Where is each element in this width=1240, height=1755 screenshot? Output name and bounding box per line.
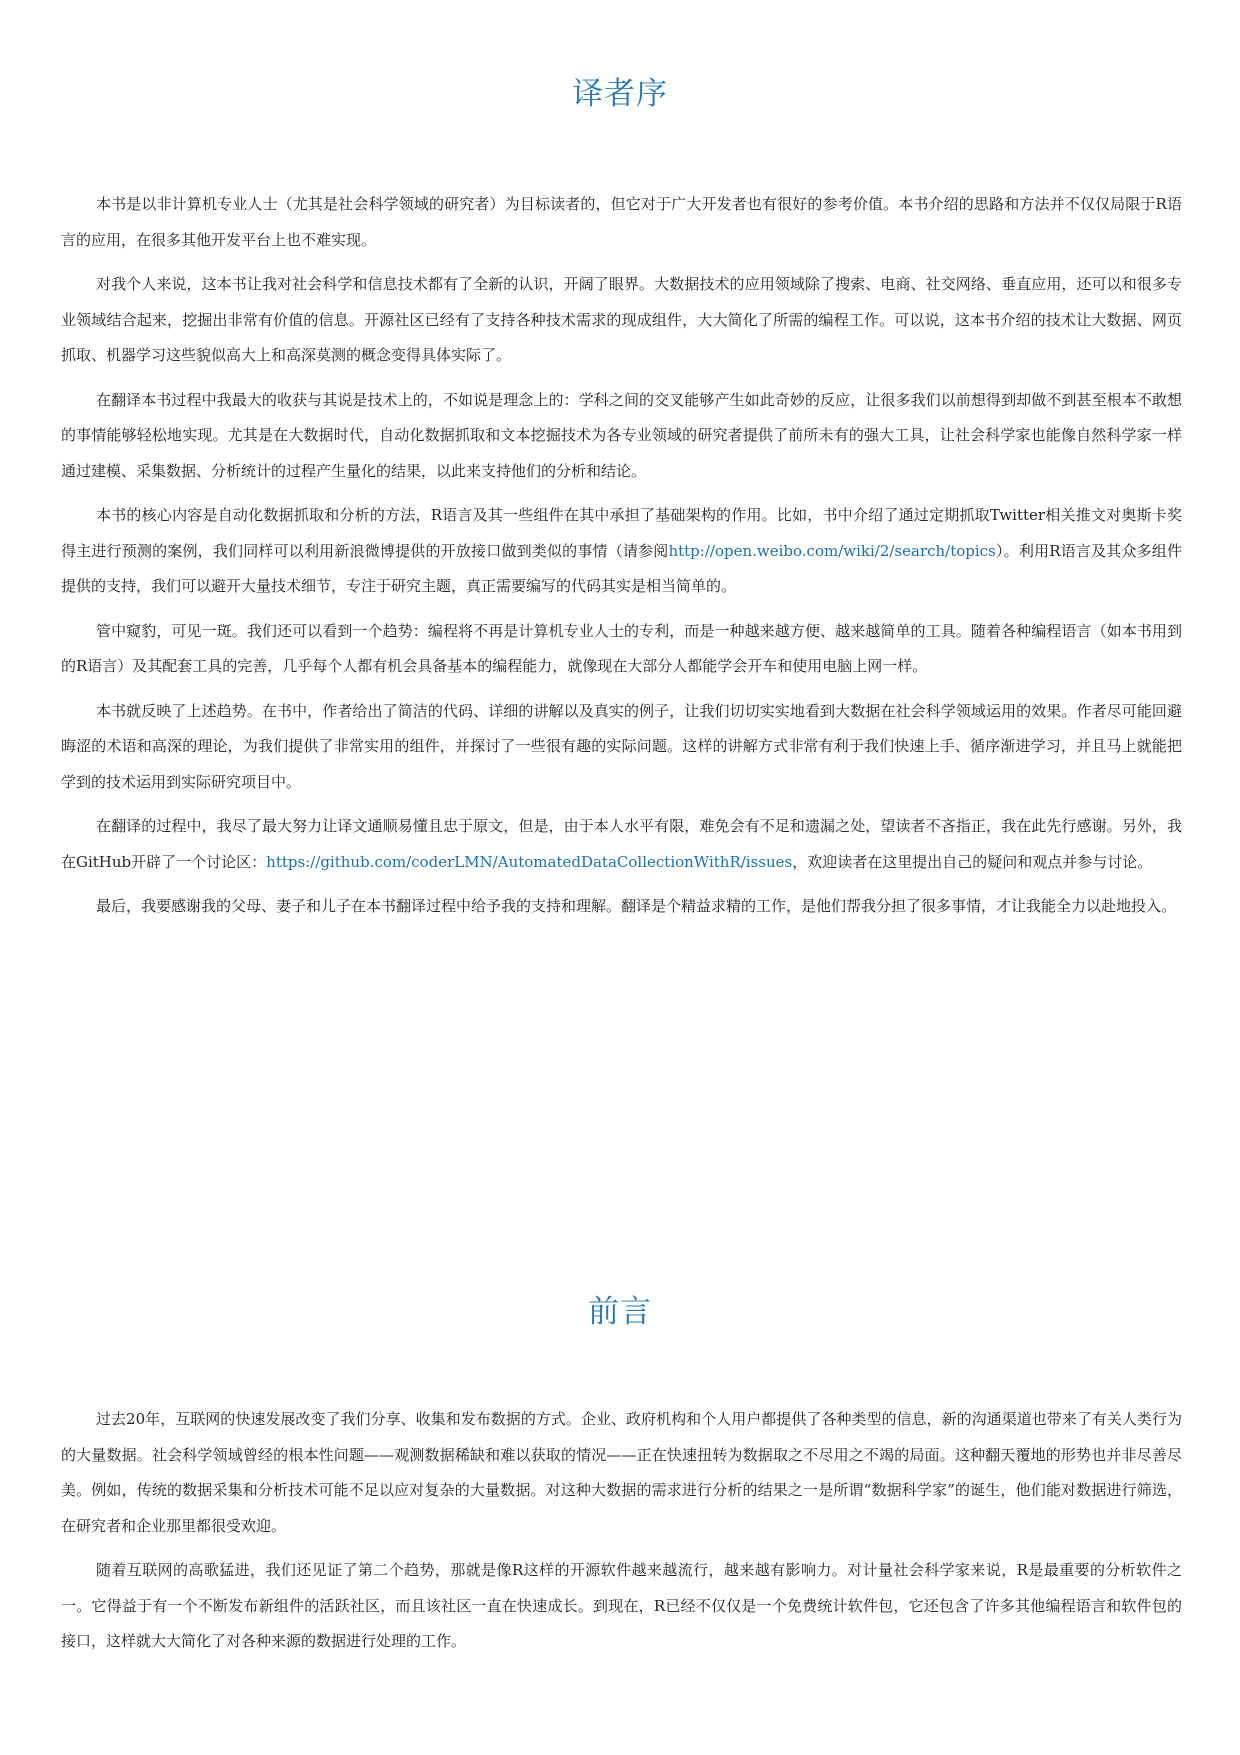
- paragraph-text-after: ，欢迎读者在这里提出自己的疑问和观点并参与讨论。: [792, 852, 1153, 871]
- paragraph-with-weibo-link: [61, 498, 1182, 605]
- github-issues-link[interactable]: https://github.com/coderLMN/AutomatedDataCollectionWithR/issues: [266, 852, 793, 871]
- paragraph: 过去20年，互联网的快速发展改变了我们分享、收集和发布数据的方式。企业、政府机构和个人用户都提供了各种类型的信息，新的沟通渠道也带来了有关人类行为的大量数据。社会科学领域曾经的根本性问题——观测数据稀缺和难以获取的情况——正在快速扭转为数据取之不尽用之不竭的局面。这种翻天覆地的形势也并非尽善尽美。例如，传统的数据采集和分析技术可能不足以应对复杂的大量数据。对这种大数据的需求进行分析的结果之一是所谓“数据科学家”的诞生，他们能对数据进行筛选，在研究者和企业那里都很受欢迎。: [61, 1410, 1182, 1535]
- paragraph: 在翻译本书过程中我最大的收获与其说是技术上的，不如说是理念上的：学科之间的交叉能够产生如此奇妙的反应，让很多我们以前想得到却做不到甚至根本不敢想的事情能够轻松地实现。尤其是在大数据时代，自动化数据抓取和文本挖掘技术为各专业领域的研究者提供了前所未有的强大工具，让社会科学家也能像自然科学家一样通过建模、采集数据、分析统计的过程产生量化的结果，以此来支持他们的分析和结论。: [61, 390, 1182, 480]
- translator-preface-body: [61, 187, 1182, 934]
- paragraph-text-before: 本书的核心内容是自动化数据抓取和分析的方法，R语言及其一些组件在其中承担了基础架构的作用。比如，书中介绍了通过定期抓取Twitter相关推文对奥斯卡奖得主进行预测的案例，我们同样可以利用新浪微博提供的开放接口做到类似的事情（请参阅: [61, 506, 1182, 560]
- paragraph-text-before: 在翻译的过程中，我尽了最大努力让译文通顺易懂且忠于原文，但是，由于本人水平有限，难免会有不足和遗漏之处，望读者不吝指正，我在此先行感谢。另外，我在GitHub开辟了一个讨论区：: [61, 817, 1182, 871]
- paragraph: 随着互联网的高歌猛进，我们还见证了第二个趋势，那就是像R这样的开源软件越来越流行，越来越有影响力。对计量社会科学家来说，R是最重要的分析软件之一。它得益于有一个不断发布新组件的活跃社区，而且该社区一直在快速成长。到现在，R已经不仅仅是一个免费统计软件包，它还包含了许多其他编程语言和软件包的接口，这样就大大简化了对各种来源的数据进行处理的工作。: [61, 1561, 1182, 1650]
- preface-title: 前言: [588, 1294, 652, 1330]
- paragraph: 对我个人来说，这本书让我对社会科学和信息技术都有了全新的认识，开阔了眼界。大数据技术的应用领域除了搜索、电商、社交网络、垂直应用，还可以和很多专业领域结合起来，挖掘出非常有价值的信息。开源社区已经有了支持各种技术需求的现成组件，大大简化了所需的编程工作。可以说，这本书介绍的技术让大数据、网页抓取、机器学习这些貌似高大上和高深莫测的概念变得具体实际了。: [61, 275, 1182, 364]
- paragraph: 管中窥豹，可见一斑。我们还可以看到一个趋势：编程将不再是计算机专业人士的专利，而是一种越来越方便、越来越简单的工具。随着各种编程语言（如本书用到的R语言）及其配套工具的完善，几乎每个人都有机会具备基本的编程能力，就像现在大部分人都能学会开车和使用电脑上网一样。: [61, 621, 1182, 675]
- preface-body: [61, 1402, 1182, 1669]
- paragraph: 最后，我要感谢我的父母、妻子和儿子在本书翻译过程中给予我的支持和理解。翻译是个精益求精的工作，是他们帮我分担了很多事情，才让我能全力以赴地投入。: [96, 897, 1177, 915]
- weibo-api-link[interactable]: http://open.weibo.com/wiki/2/search/topics: [668, 541, 996, 560]
- paragraph-with-github-link: [61, 809, 1182, 880]
- translator-preface-title: 译者序: [572, 76, 668, 112]
- paragraph: 本书是以非计算机专业人士（尤其是社会科学领域的研究者）为目标读者的，但它对于广大开发者也有很好的参考价值。本书介绍的思路和方法并不仅仅局限于R语言的应用，在很多其他开发平台上也不难实现。: [61, 195, 1182, 249]
- paragraph-text-after: ）。利用R语言及其众多组件提供的支持，我们可以避开大量技术细节，专注于研究主题，真正需要编写的代码其实是相当简单的。: [61, 541, 1182, 595]
- paragraph: 本书就反映了上述趋势。在书中，作者给出了简洁的代码、详细的讲解以及真实的例子，让我们切切实实地看到大数据在社会科学领域运用的效果。作者尽可能回避晦涩的术语和高深的理论，为我们提供了非常实用的组件，并探讨了一些很有趣的实际问题。这样的讲解方式非常有利于我们快速上手、循序渐进学习，并且马上就能把学到的技术运用到实际研究项目中。: [61, 701, 1182, 791]
